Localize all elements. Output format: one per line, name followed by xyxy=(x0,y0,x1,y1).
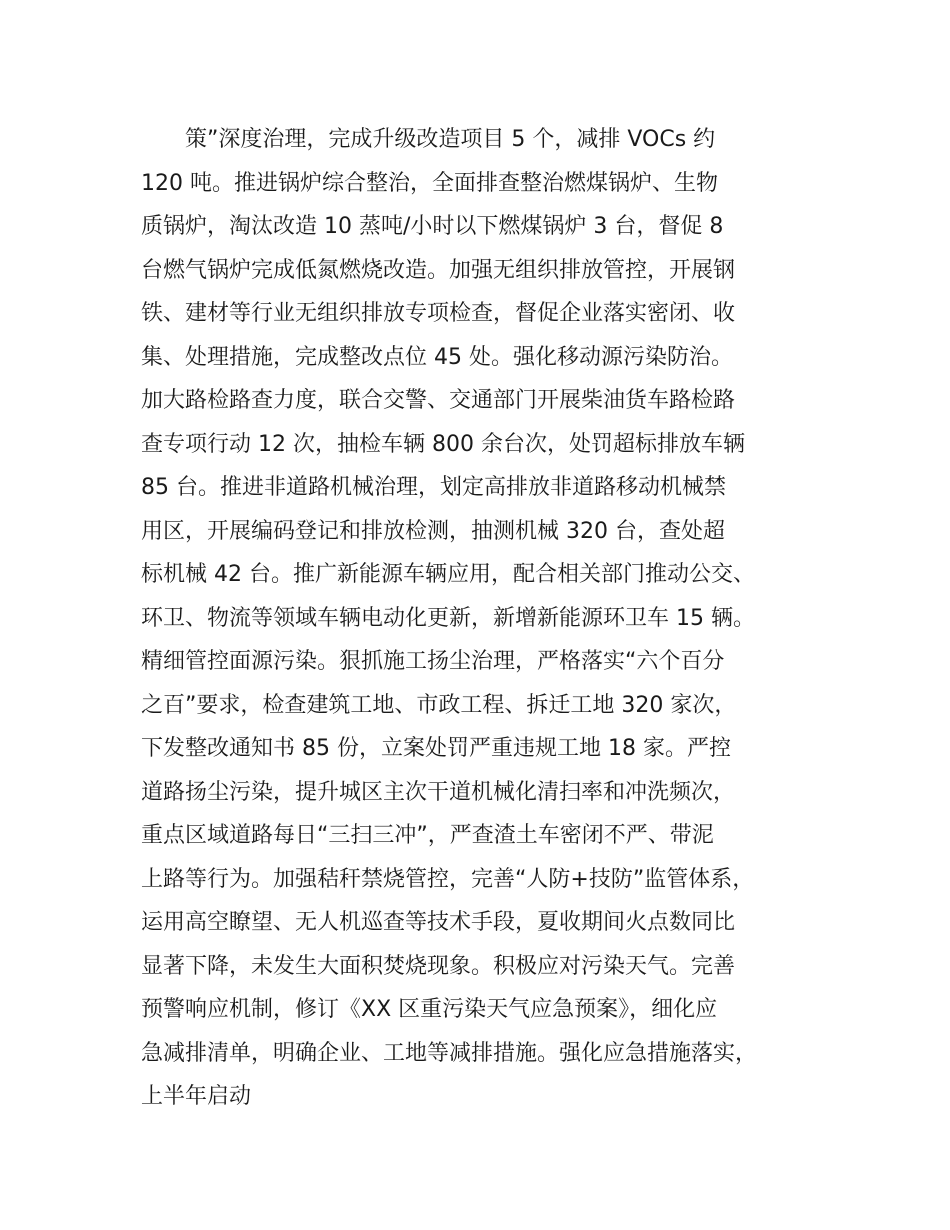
text-line: 预警响应机制，修订《XX 区重污染天气应急预案》，细化应 xyxy=(141,997,718,1022)
text-line: 下发整改通知书 85 份，立案处罚严重违规工地 18 家。严控 xyxy=(141,736,731,761)
text-line: 运用高空瞭望、无人机巡查等技术手段，夏收期间火点数同比 xyxy=(141,910,736,935)
text-line: 急减排清单，明确企业、工地等减排措施。强化应急措施落实， xyxy=(141,1040,758,1066)
text-line: 道路扬尘污染，提升城区主次干道机械化清扫率和冲洗频次， xyxy=(141,779,736,805)
text-line: 环卫、物流等领域车辆电动化更新，新增新能源环卫车 15 辆。 xyxy=(141,605,755,631)
text-line: 用区，开展编码登记和排放检测，抽测机械 320 台，查处超 xyxy=(141,518,725,544)
text-line: 加大路检路查力度，联合交警、交通部门开展柴油货车路检路 xyxy=(141,388,736,413)
text-line: 精细管控面源污染。狠抓施工扬尘治理，严格落实“六个百分 xyxy=(141,649,725,674)
text-line: 85 台。推进非道路机械治理，划定高排放非道路移动机械禁 xyxy=(141,475,726,500)
text-line: 显著下降，未发生大面积焚烧现象。积极应对污染天气。完善 xyxy=(141,953,736,979)
text-line: 查专项行动 12 次，抽检车辆 800 余台次，处罚超标排放车辆 xyxy=(141,431,745,457)
text-line: 重点区域道路每日“三扫三冲”，严查渣土车密闭不严、带泥 xyxy=(141,823,714,848)
text-line: 质锅炉，淘汰改造 10 蒸吨/小时以下燃煤锅炉 3 台，督促 8 xyxy=(141,214,724,239)
text-line: 上半年启动 xyxy=(141,1084,252,1109)
body-paragraph xyxy=(141,118,841,1119)
text-line: 之百”要求，检查建筑工地、市政工程、拆迁工地 320 家次， xyxy=(141,692,737,718)
text-line: 铁、建材等行业无组织排放专项检查，督促企业落实密闭、收 xyxy=(141,301,736,326)
text-line: 上路等行为。加强秸秆禁烧管控，完善“人防+技防”监管体系， xyxy=(141,866,755,892)
text-line: 台燃气锅炉完成低氮燃烧改造。加强无组织排放管控，开展钢 xyxy=(141,257,736,283)
text-line: 策”深度治理，完成升级改造项目 5 个，减排 VOCs 约 xyxy=(185,127,716,152)
text-line: 集、处理措施，完成整改点位 45 处。强化移动源污染防治。 xyxy=(141,344,733,370)
text-line: 120 吨。推进锅炉综合整治，全面排查整治燃煤锅炉、生物 xyxy=(141,170,718,196)
text-line: 标机械 42 台。推广新能源车辆应用，配合相关部门推动公交、 xyxy=(141,562,755,587)
